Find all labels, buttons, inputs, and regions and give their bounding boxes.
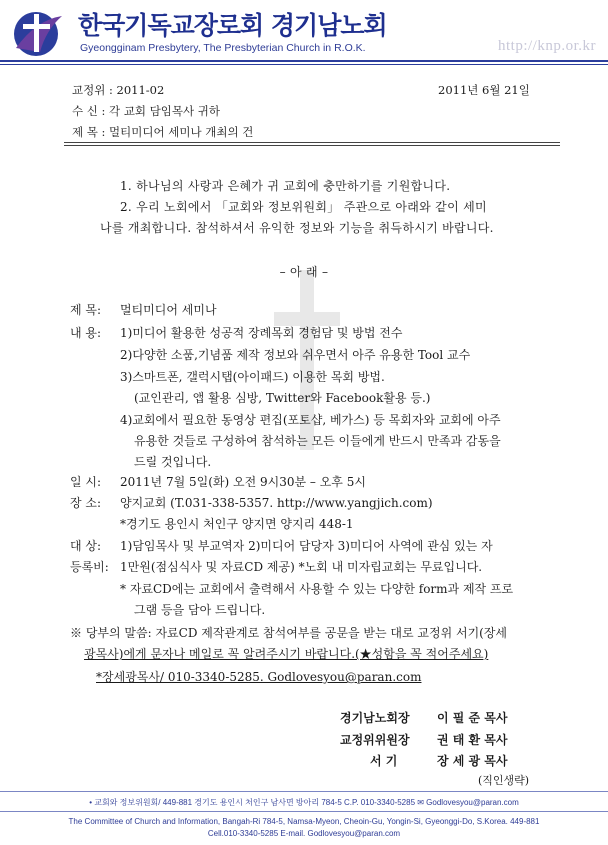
request-line-2: 광목사)에게 문자나 메일로 꼭 알려주시기 바랍니다.(★성함을 꼭 적어주세요) [84,647,489,661]
content-item: 1)미디어 활용한 성공적 장례목회 경험담 및 방법 전수 [120,326,403,340]
content-item: 유용한 것들로 구성하여 참석하는 모든 이들에게 반드시 만족과 감동을 [134,434,501,448]
signature-name: 권 태 환 목사 [437,733,508,747]
place-address: *경기도 용인시 처인구 양지면 양지리 448-1 [120,517,354,531]
below-heading: – 아 래 – [279,265,329,279]
footer-line-3: Cell.010-3340-5285 E-mail. Godlovesyou@paran.com [207,829,401,838]
signature-name: 이 필 준 목사 [437,711,508,725]
content-item: 2)다양한 소품,기념품 제작 정보와 쉬우면서 아주 유용한 Tool 교수 [120,348,471,362]
footer-line-1: • 교회와 정보위원회/ 449-881 경기도 용인시 처인구 남사면 방아리 784-5 C.P. 010-3340-5285 ✉ Godlovesyou@paran.com [89,798,519,807]
subject-rule [64,142,560,143]
footer-line-2: The Committee of Church and Information, Bangah-Ri 784-5, Namsa-Myeon, Cheoin-Gu, Yongin-Si, Gyeonggi-Do, S.Korea. 449-881 [68,817,540,826]
content-item: 드릴 것입니다. [134,455,212,469]
content-item: 4)교회에서 필요한 동영상 편집(포토샵, 베가스) 등 목회자와 교회에 아주 [120,413,501,427]
fee-note-1: * 자료CD에는 교회에서 출력해서 사용할 수 있는 다양한 form과 제작 프로 [120,582,514,596]
fee-value: 1만원(점심식사 및 자료CD 제공) *노회 내 미자립교회는 무료입니다. [120,560,483,574]
document-date: 2011년 6월 21일 [438,83,530,97]
content-label: 내 용: [70,326,102,340]
title-value: 멀티미디어 세미나 [120,303,217,317]
request-contact: *장세광목사/ 010-3340-5285. Godlovesyou@paran.com [96,670,422,684]
request-line-1: ※ 당부의 말씀: 자료CD 제작관계로 참석여부를 공문을 받는 대로 교정위 서기(장세 [70,626,508,640]
document-number: 교정위 : 2011-02 [72,83,165,97]
signature-title: 교정위위원장 [340,733,410,747]
target-value: 1)담임목사 및 부교역자 2)미디어 담당자 3)미디어 사역에 관심 있는 자 [120,539,493,553]
paragraph-2b: 나를 개최합니다. 참석하셔서 유익한 정보와 기능을 취득하시기 바랍니다. [100,221,494,235]
title-label: 제 목: [70,303,102,317]
signature-title: 서 기 [370,754,398,768]
footer-rule [0,791,608,792]
org-name-korean: 한국기독교장로회 경기남노회 [78,11,387,40]
place-value: 양지교회 (T.031-338-5357. http://www.yangjich.com) [120,496,433,510]
date-value: 2011년 7월 5일(화) 오전 9시30분 – 오후 5시 [120,475,366,489]
paragraph-1: 1. 하나님의 사랑과 은혜가 귀 교회에 충만하기를 기원합니다. [120,179,451,193]
signature-name: 장 세 광 목사 [437,754,508,768]
target-label: 대 상: [70,539,102,553]
date-label: 일 시: [70,475,102,489]
header-rule [0,60,608,62]
content-item: 3)스마트폰, 갤럭시탭(아이패드) 이용한 목회 방법. [120,370,385,384]
document-subject: 제 목 : 멀티미디어 세미나 개최의 건 [72,125,254,139]
website-link[interactable]: http://knp.or.kr [498,38,596,54]
place-label: 장 소: [70,496,102,510]
signature-title: 경기남노회장 [340,711,410,725]
org-name-english: Gyeongginam Presbytery, The Presbyterian Church in R.O.K. [80,42,366,54]
footer-rule-2 [0,811,608,812]
cross-logo-icon [10,8,68,58]
fee-label: 등록비: [70,560,109,574]
header-rule-thin [0,64,608,65]
subject-rule-2 [64,145,560,146]
document-recipient: 수 신 : 각 교회 담임목사 귀하 [72,104,221,118]
seal-note: (직인생략) [478,774,530,787]
content-item: (교인관리, 앱 활용 심방, Twitter와 Facebook활용 등.) [134,391,431,405]
paragraph-2a: 2. 우리 노회에서 「교회와 정보위원회」 주관으로 아래와 같이 세미 [120,200,487,214]
fee-note-2: 그램 등을 담아 드립니다. [134,603,266,617]
